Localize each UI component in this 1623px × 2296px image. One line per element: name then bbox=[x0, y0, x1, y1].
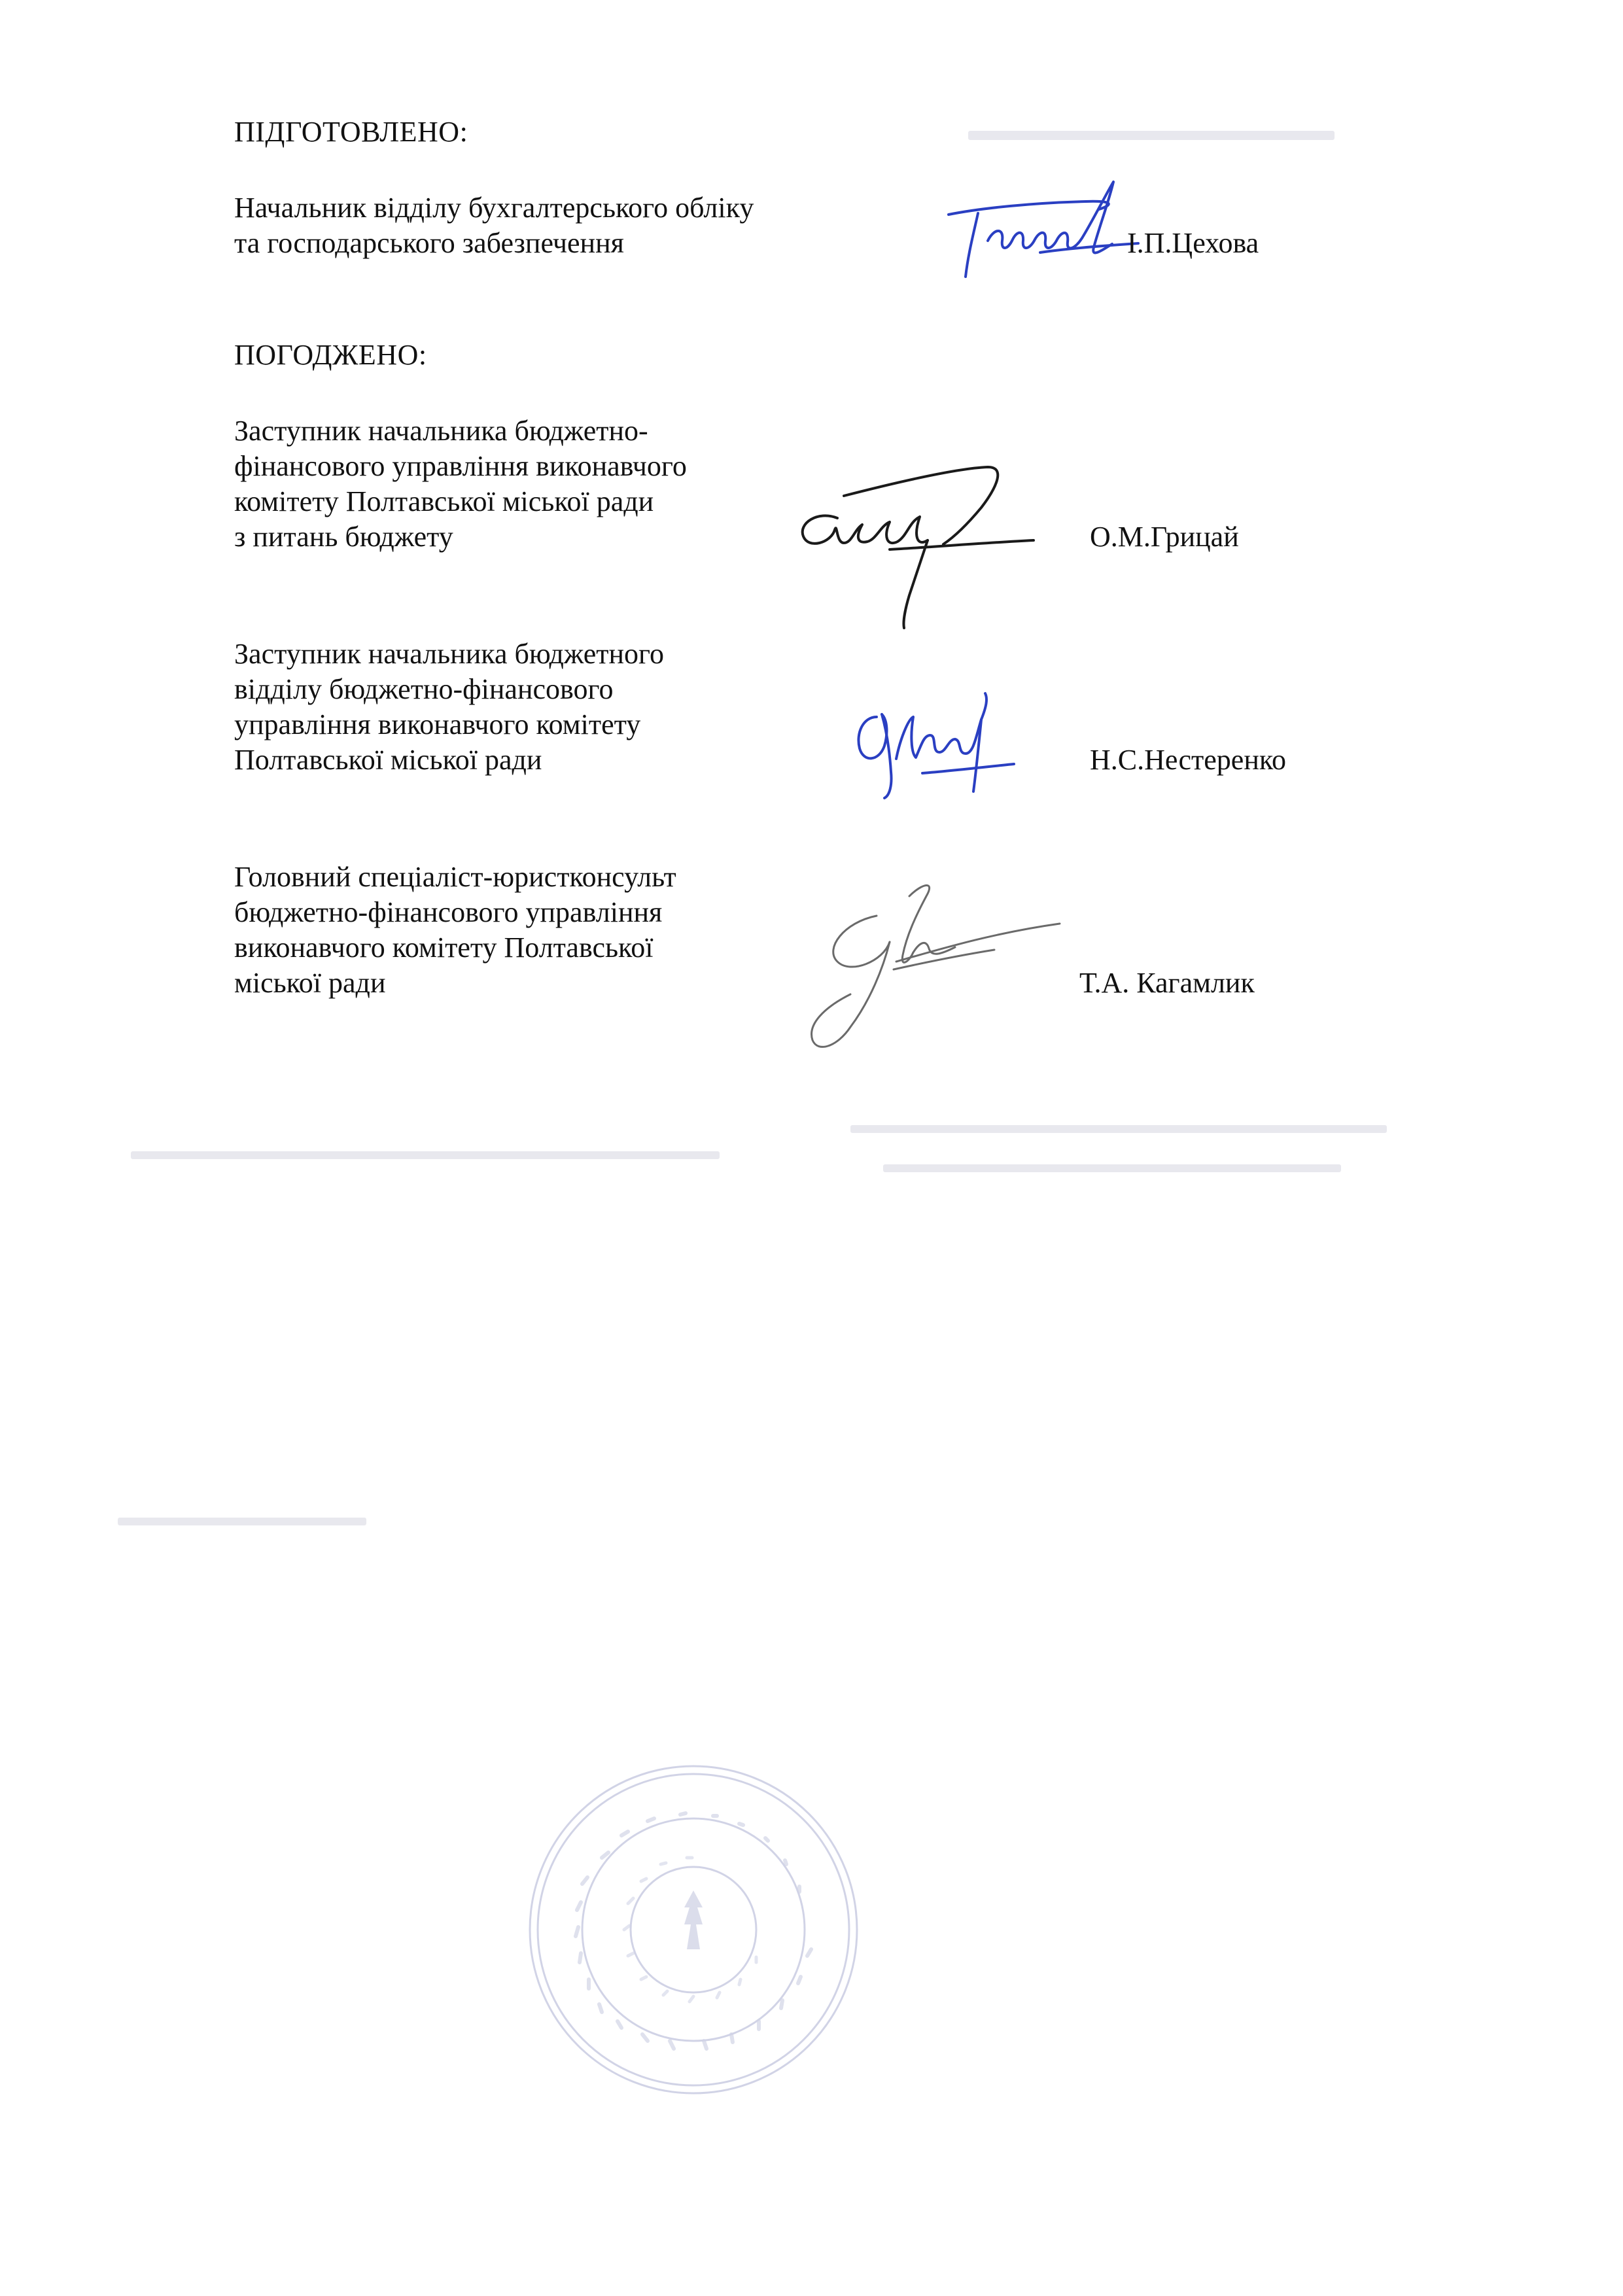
bleed-through-mark bbox=[883, 1164, 1341, 1172]
signature-tsekhova bbox=[942, 175, 1151, 287]
signatory-3-position-line-2: бюджетно-фінансового управління bbox=[234, 896, 663, 928]
prepared-position-line-1: Начальник відділу бухгалтерського обліку bbox=[234, 192, 754, 224]
signatory-1-position-line-2: фінансового управління виконавчого bbox=[234, 450, 687, 482]
prepared-name: І.П.Цехова bbox=[1127, 227, 1259, 259]
bleed-through-mark bbox=[968, 131, 1335, 140]
signatory-1-name: О.М.Грицай bbox=[1090, 521, 1239, 553]
bleed-through-mark bbox=[118, 1518, 366, 1525]
signatory-3-position-line-4: міської ради bbox=[234, 967, 386, 999]
signatory-2-name: Н.С.Нестеренко bbox=[1090, 744, 1287, 776]
bleed-through-mark bbox=[850, 1125, 1387, 1133]
signatory-2-position-line-3: управління виконавчого комітету bbox=[234, 708, 641, 740]
signatory-1-position-line-1: Заступник начальника бюджетно- bbox=[234, 415, 648, 447]
signatory-1-position-line-3: комітету Полтавської міської ради bbox=[234, 485, 654, 517]
prepared-heading: ПІДГОТОВЛЕНО: bbox=[234, 116, 468, 148]
signatory-3-name: Т.А. Кагамлик bbox=[1079, 967, 1255, 999]
signature-hrytsai bbox=[792, 445, 1040, 635]
signatory-1-position-line-4: з питань бюджету bbox=[234, 521, 453, 553]
official-seal bbox=[517, 1753, 870, 2106]
signatory-2-position-line-1: Заступник начальника бюджетного bbox=[234, 638, 664, 670]
approved-heading: ПОГОДЖЕНО: bbox=[234, 339, 427, 371]
signatory-2-position-line-2: відділу бюджетно-фінансового bbox=[234, 673, 614, 705]
signatory-3-position-line-3: виконавчого комітету Полтавської bbox=[234, 931, 654, 964]
bleed-through-mark bbox=[131, 1151, 720, 1159]
signatory-3-position-line-1: Головний спеціаліст-юристконсульт bbox=[234, 861, 676, 893]
signature-nesterenko bbox=[850, 680, 1021, 805]
signature-kahamlyk bbox=[798, 877, 1073, 1060]
signatory-2-position-line-4: Полтавської міської ради bbox=[234, 744, 542, 776]
prepared-position-line-2: та господарського забезпечення bbox=[234, 227, 624, 259]
